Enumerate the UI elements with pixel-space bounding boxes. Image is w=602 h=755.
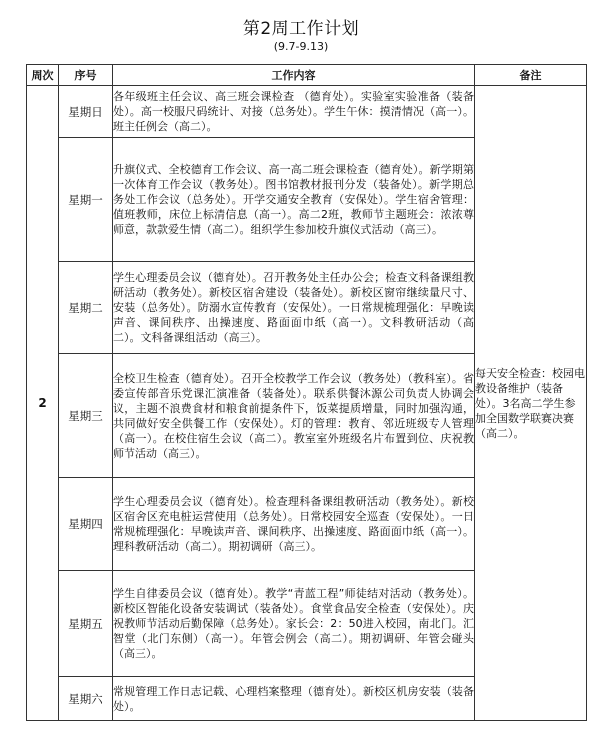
row-content: 常规管理工作日志记载、心理档案整理（德育处）。新校区机房安装（装备处）。 (113, 677, 475, 721)
day-label: 星期三 (59, 354, 113, 478)
week-number: 2 (27, 86, 59, 721)
day-label: 星期二 (59, 262, 113, 354)
header-row (27, 65, 587, 86)
page-title: 第2周工作计划 (242, 19, 360, 39)
day-label: 星期五 (59, 571, 113, 677)
work-plan-table (26, 64, 587, 721)
table-row (27, 86, 587, 138)
date-range: (9.7-9.13) (273, 40, 329, 53)
row-content: 各年级班主任会议、高三班会课检查 （德育处）。实验室实验准备（装备处）。高一校服尺码统计、对接（总务处）。学生午休：摸清情况（高一）。班主任例会（高二）。 (113, 86, 475, 138)
day-label: 星期六 (59, 677, 113, 721)
day-label: 星期日 (59, 86, 113, 138)
column-header-content: 工作内容 (113, 65, 475, 86)
row-content: 升旗仪式、全校德育工作会议、高一高二班会课检查（德育处）。新学期第一次体育工作会议（教务处）。图书馆教材报刊分发（装备处）。新学期总务处工作会议（总务处）。开学交通安全教育（安保处）。学生宿舍管理：值班教师，床位上标清信息（高一）。高二2班，教师节主题班会：浓浓尊师意，款款爱生情（高二）。组织学生参加校升旗仪式活动（高三）。 (113, 138, 475, 262)
day-label: 星期一 (59, 138, 113, 262)
row-content: 全校卫生检查（德育处）。召开全校教学工作会议（教务处）（教科室）。省委宣传部音乐党课汇演准备（装备处）。联系供餐沐源公司负责人协调会议，主题不浪费食材和粮食前提条件下，饭菜提质增量，同时加强沟通，共同做好安全供餐工作（安保处）。灯的管理：教育、邻近班级专人管理（高一）。在校住宿生会议（高二）。教室室外班级名片布置到位、庆祝教师节活动（高三）。 (113, 354, 475, 478)
column-header-seq: 序号 (59, 65, 113, 86)
column-header-notes: 备注 (475, 65, 587, 86)
row-content: 学生心理委员会议（德育处）。召开教务处主任办公会；检查文科备课组教研活动（教务处）。新校区宿舍建设（装备处）。新校区窗帘继续量尺寸、安装（总务处）。防溺水宣传教育（安保处）。一日常规梳理强化：早晚读声音、课间秩序、出操速度、路面面巾纸（高一）。文科教研活动（高二）。文科备课组活动（高三）。 (113, 262, 475, 354)
column-header-week: 周次 (27, 65, 59, 86)
day-label: 星期四 (59, 478, 113, 571)
notes-cell: 每天安全检查：校园电教设备维护（装备处）。3名高二学生参加全国数学联赛决赛（高二）。 (475, 86, 587, 721)
row-content: 学生心理委员会议（德育处）。检查理科备课组教研活动（教务处）。新校区宿舍区充电桩运营使用（总务处）。日常校园安全巡查（安保处）。一日常规梳理强化：早晚读声音、课间秩序、出操速度、路面面巾纸（高一）。理科教研活动（高二）。期初调研（高三）。 (113, 478, 475, 571)
row-content: 学生自律委员会议（德育处）。教学“青蓝工程”师徒结对活动（教务处）。新校区智能化设备安装调试（装备处）。食堂食品安全检查（安保处）。庆祝教师节活动后勤保障（总务处）。家长会：2：50进入校园，南北门。汇智堂（北门东侧）（高一）。年管会例会（高二）。期初调研、年管会碰头（高三）。 (113, 571, 475, 677)
